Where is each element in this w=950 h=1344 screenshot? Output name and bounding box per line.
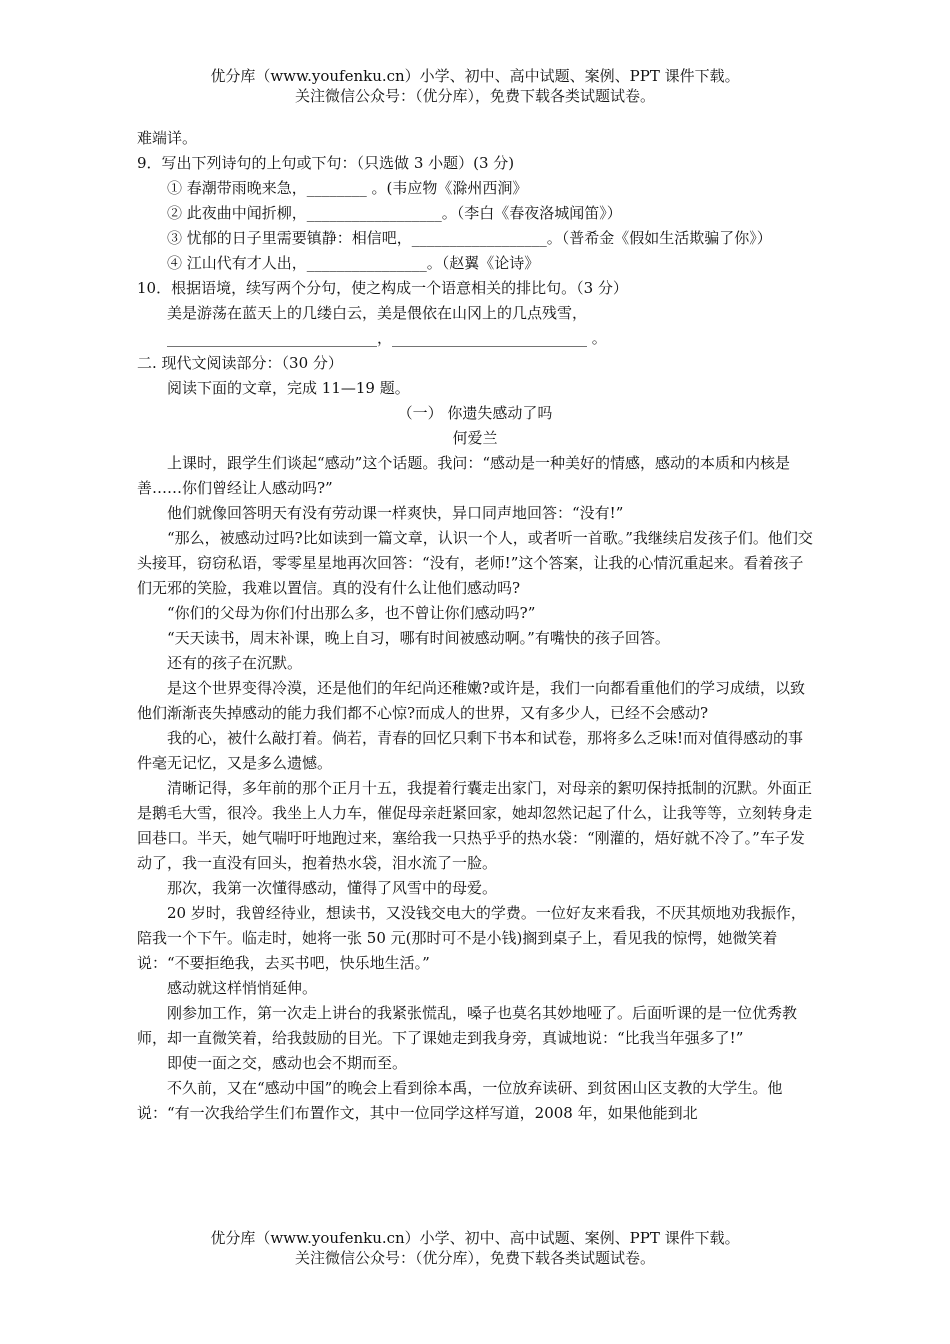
article-paragraph: “天天读书，周末补课，晚上自习，哪有时间被感动啊。”有嘴快的孩子回答。 [167, 629, 670, 647]
question-9-item-4: ④ 江山代有才人出，________________。（赵翼《论诗》 [167, 254, 540, 272]
document-body [137, 126, 813, 1126]
reading-instruction: 阅读下面的文章，完成 11—19 题。 [167, 379, 410, 397]
page-header [0, 66, 950, 106]
article-paragraph: 我的心，被什么敲打着。倘若，青春的回忆只剩下书本和试卷，那将多么乏味!而对值得感动的事件毫无记忆，又是多么遗憾。 [137, 729, 804, 772]
article-paragraph: “那么，被感动过吗?比如读到一篇文章，认识一个人，或者听一首歌。”我继续启发孩子们。他们交头接耳，窃窃私语，零零星星地再次回答：“没有，老师!”这个答案，让我的心情沉重起来。看着孩子们无邪的笑脸，我难以置信。真的没有什么让他们感动吗? [137, 529, 813, 597]
article-paragraph: 不久前，又在“感动中国”的晚会上看到徐本禹，一位放弃读研、到贫困山区支教的大学生。他说：“有一次我给学生们布置作文，其中一位同学这样写道，2008 年，如果他能到北 [137, 1079, 783, 1122]
article-paragraph: 是这个世界变得冷漠，还是他们的年纪尚还稚嫩?或许是，我们一向都看重他们的学习成绩，以致他们渐渐丧失掉感动的能力我们都不心惊?而成人的世界，又有多少人，已经不会感动? [137, 679, 806, 722]
question-9-item-1: ① 春潮带雨晚来急，________ 。(韦应物《滁州西涧》 [167, 179, 528, 197]
article-paragraph: 那次，我第一次懂得感动，懂得了风雪中的母爱。 [167, 879, 498, 897]
question-9-item-2: ② 此夜曲中闻折柳，__________________。（李白《春夜洛城闻笛》） [167, 204, 622, 222]
article-paragraph: 还有的孩子在沉默。 [167, 654, 303, 672]
question-9-item-3: ③ 忧郁的日子里需要镇静：相信吧，__________________。（普希金《假如生活欺骗了你》） [167, 229, 772, 247]
article-paragraph: 上课时，跟学生们谈起“感动”这个话题。我问：“感动是一种美好的情感，感动的本质和内核是善……你们曾经让人感动吗?” [137, 454, 791, 497]
text-line: 难端详。 [137, 129, 198, 147]
section-heading: 二. 现代文阅读部分：（30 分） [137, 354, 343, 372]
article-paragraph: 即使一面之交，感动也会不期而至。 [167, 1054, 408, 1072]
header-line-2: 关注微信公众号：（优分库），免费下载各类试题试卷。 [294, 87, 655, 105]
article-paragraph: 清晰记得，多年前的那个正月十五，我提着行囊走出家门，对母亲的絮叨保持抵制的沉默。外面正是鹅毛大雪，很冷。我坐上人力车，催促母亲赶紧回家，她却忽然记起了什么，让我等等，立刻转身走回巷口。半天，她气喘吁吁地跑过来，塞给我一只热乎乎的热水袋：“刚灌的，焐好就不冷了。”车子发动了，我一直没有回头，抱着热水袋，泪水流了一脸。 [137, 779, 813, 872]
article-paragraph: 他们就像回答明天有没有劳动课一样爽快，异口同声地回答：“没有!” [167, 504, 624, 522]
header-line-1: 优分库（www.youfenku.cn）小学、初中、高中试题、案例、PPT 课件下载。 [210, 67, 740, 85]
article-paragraph: 感动就这样悄悄延伸。 [167, 979, 318, 997]
footer-line-2: 关注微信公众号：（优分库），免费下载各类试题试卷。 [294, 1249, 655, 1267]
footer-line-1: 优分库（www.youfenku.cn）小学、初中、高中试题、案例、PPT 课件下载。 [210, 1229, 740, 1247]
question-10: 10．根据语境，续写两个分句，使之构成一个语意相关的排比句。（3 分） [137, 279, 628, 297]
page-footer [0, 1228, 950, 1268]
article-paragraph: 刚参加工作，第一次走上讲台的我紧张慌乱，嗓子也莫名其妙地哑了。后面听课的是一位优秀教师，却一直微笑着，给我鼓励的目光。下了课她走到我身旁，真诚地说：“比我当年强多了!” [137, 1004, 798, 1047]
question-9: 9．写出下列诗句的上句或下句：（只选做 3 小题）(3 分) [137, 154, 515, 172]
article-author: 何爱兰 [452, 429, 498, 447]
article-paragraph: 20 岁时，我曾经待业，想读书，又没钱交电大的学费。一位好友来看我，不厌其烦地劝我振作，陪我一个下午。临走时，她将一张 50 元(那时可不是小钱)搁到桌子上，看见我的惊愕，她微笑着说：“不要拒绝我，去买书吧，快乐地生活。” [137, 904, 806, 972]
article-paragraph: “你们的父母为你们付出那么多，也不曾让你们感动吗?” [167, 604, 536, 622]
article-title: （一） 你遗失感动了吗 [397, 404, 553, 422]
question-10-blanks: ____________________________，__________________________ 。 [167, 329, 607, 347]
question-10-prompt: 美是游荡在蓝天上的几缕白云，美是偎依在山冈上的几点残雪， [167, 304, 588, 322]
